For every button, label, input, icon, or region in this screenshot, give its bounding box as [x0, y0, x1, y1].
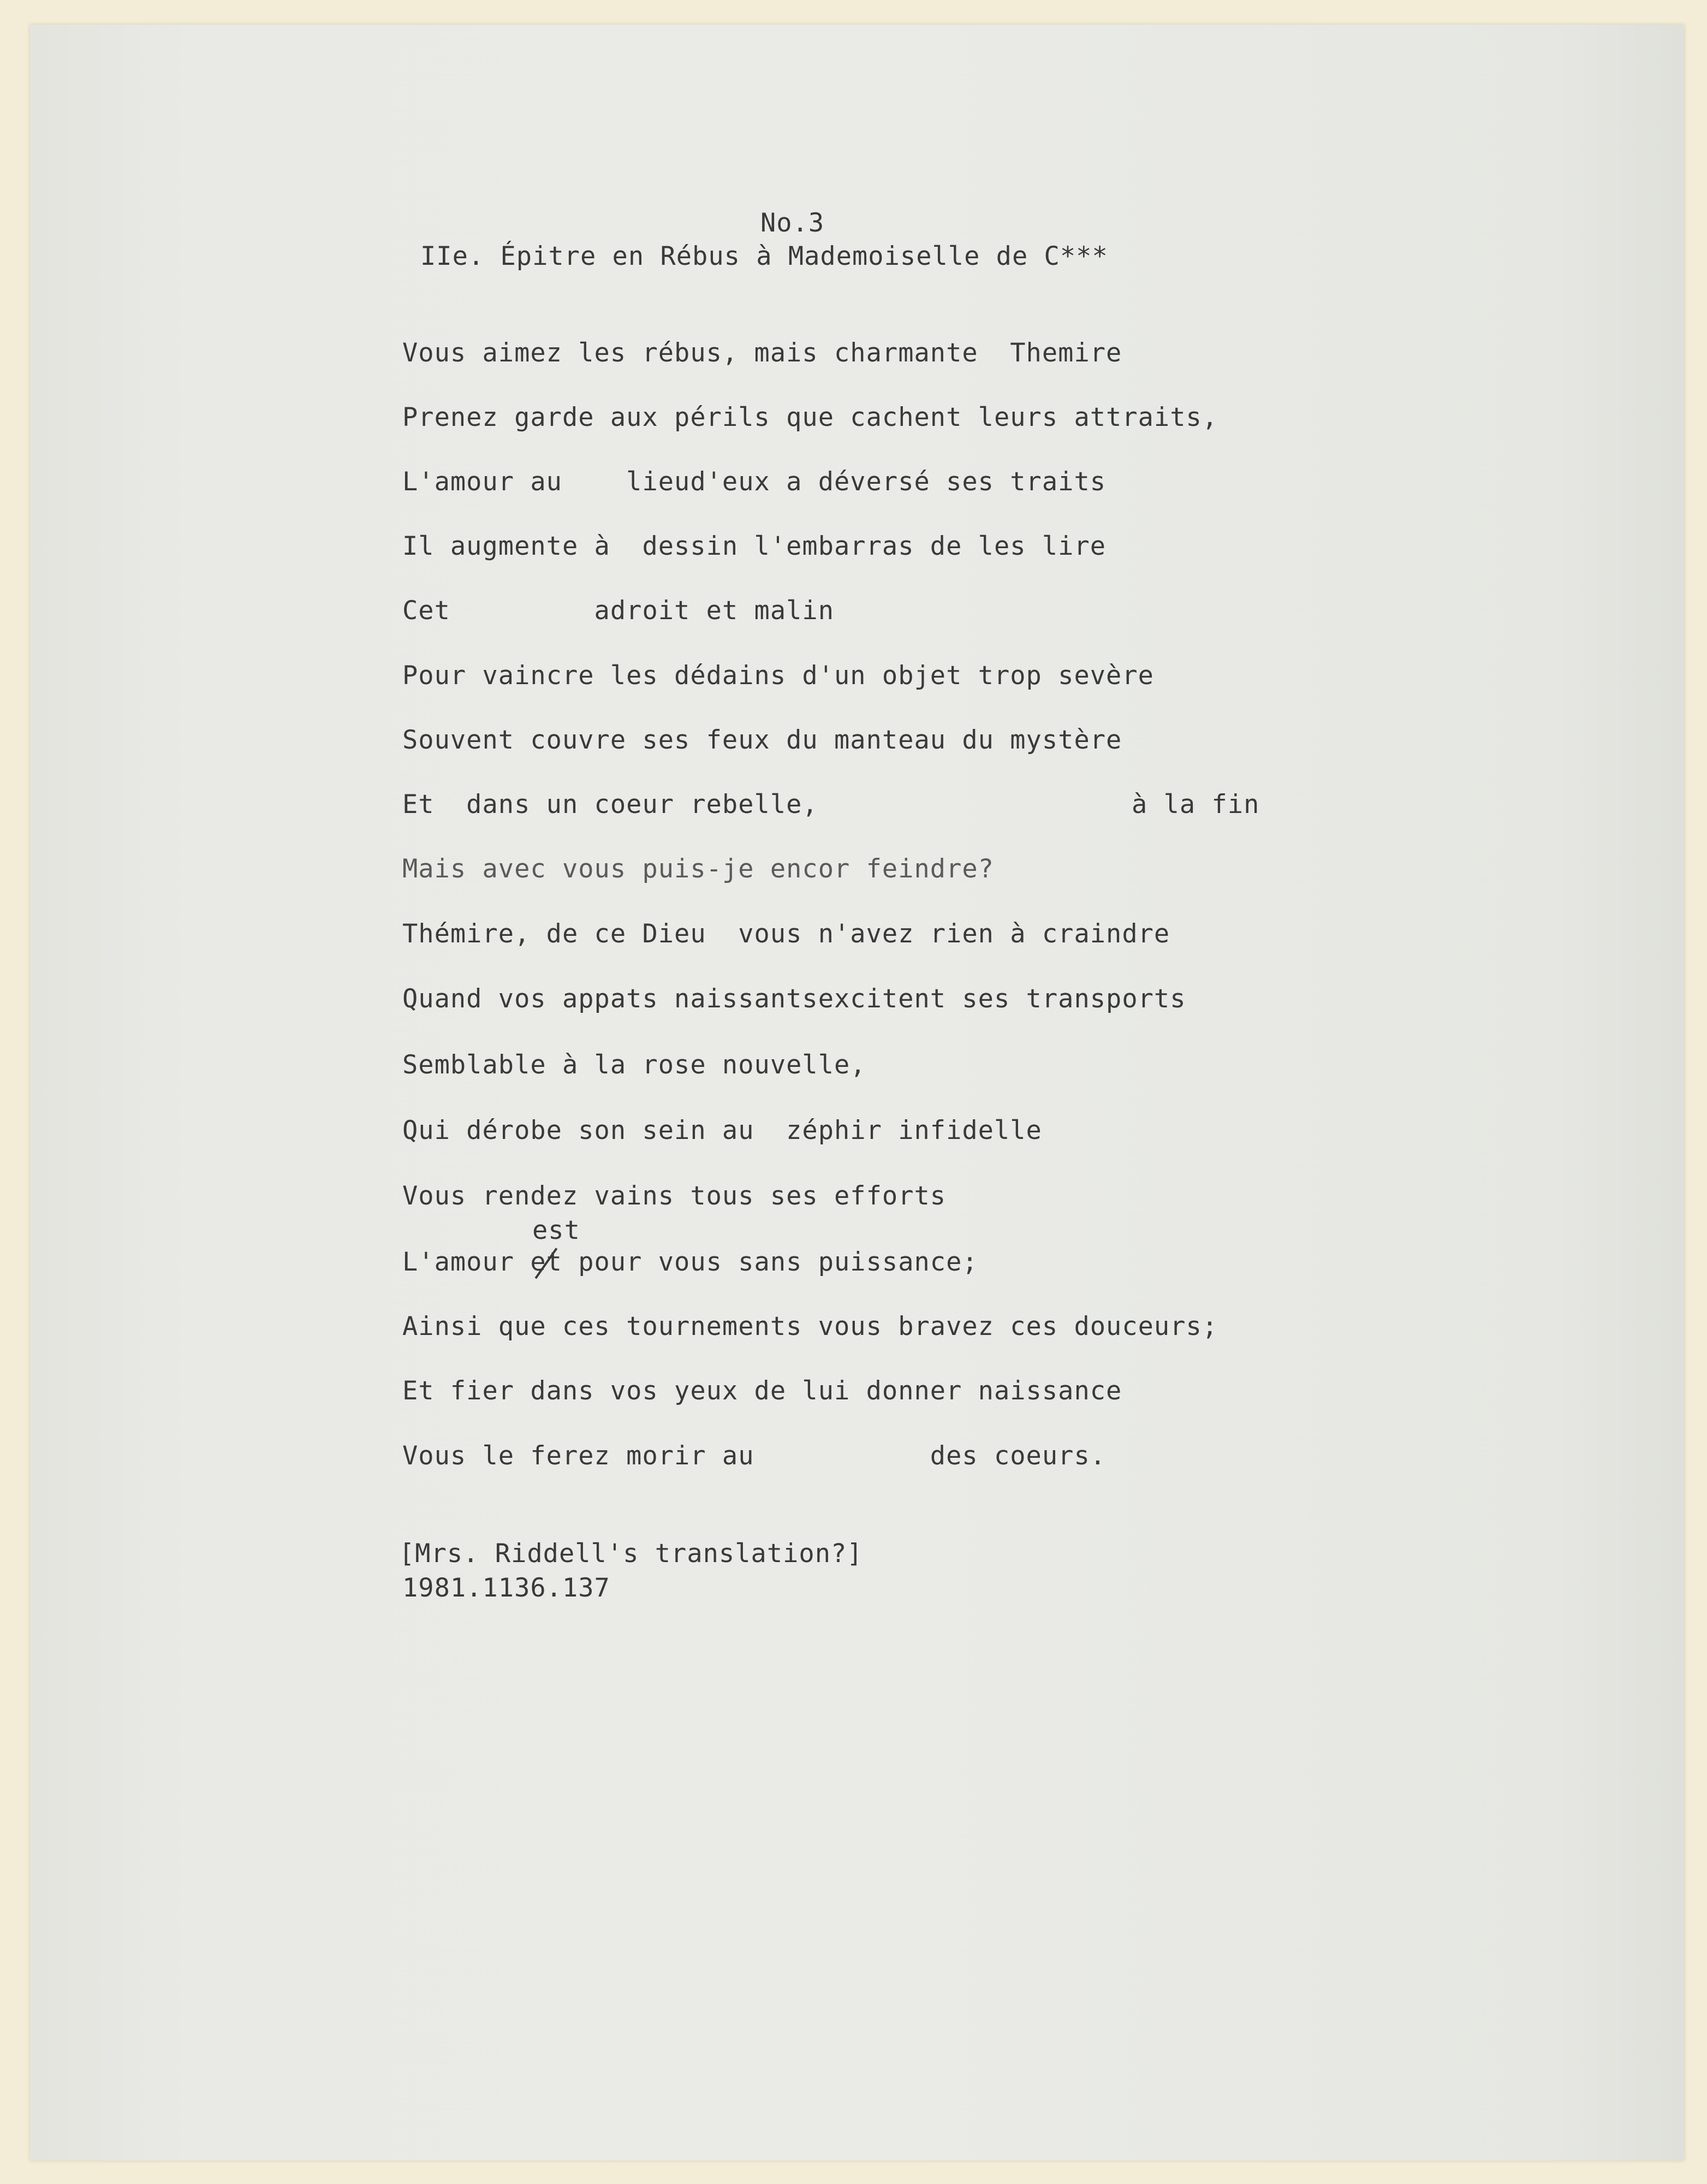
poem-line-15-end: pour vous sans puissance;	[562, 1247, 978, 1277]
poem-title: IIe. Épitre en Rébus à Mademoiselle de C***	[420, 241, 1108, 271]
poem-line-13: Qui dérobe son sein au zéphir infidelle	[402, 1115, 1042, 1146]
poem-line-12: Semblable à la rose nouvelle,	[402, 1050, 866, 1080]
struck-word: et	[530, 1247, 562, 1277]
poem-line-8-end: à la fin	[1132, 790, 1260, 820]
poem-line-5: Cet adroit et malin	[402, 596, 835, 626]
poem-line-3: L'amour au lieud'eux a déversé ses traits	[402, 467, 1107, 497]
poem-line-6: Pour vaincre les dédains d'un objet trop sevère	[402, 661, 1154, 691]
accession-number: 1981.1136.137	[402, 1573, 610, 1603]
poem-line-11: Quand vos appats naissantsexcitent ses transports	[402, 984, 1186, 1014]
poem-line-1: Vous aimez les rébus, mais charmante Themire	[402, 338, 1122, 368]
poem-line-8: Et dans un coeur rebelle,	[402, 790, 818, 820]
poem-line-10: Thémire, de ce Dieu vous n'avez rien à craindre	[402, 919, 1170, 949]
poem-line-17: Et fier dans vos yeux de lui donner naissance	[402, 1376, 1122, 1406]
page-number: No.3	[760, 208, 825, 238]
poem-line-7: Souvent couvre ses feux du manteau du mystère	[402, 725, 1122, 755]
inserted-correction: est	[532, 1215, 580, 1245]
poem-line-18: Vous le ferez morir au des coeurs.	[402, 1441, 1107, 1471]
poem-line-14: Vous rendez vains tous ses efforts	[402, 1181, 947, 1211]
poem-line-2: Prenez garde aux périls que cachent leurs attraits,	[402, 402, 1218, 432]
poem-line-16: Ainsi que ces tournements vous bravez ces douceurs;	[402, 1311, 1218, 1342]
poem-line-15-start: L'amour	[402, 1247, 531, 1277]
translation-note: [Mrs. Riddell's translation?]	[399, 1539, 863, 1569]
poem-line-9: Mais avec vous puis-je encor feindre?	[402, 854, 994, 884]
poem-line-15	[402, 1249, 978, 1275]
poem-line-4: Il augmente à dessin l'embarras de les lire	[402, 531, 1107, 561]
